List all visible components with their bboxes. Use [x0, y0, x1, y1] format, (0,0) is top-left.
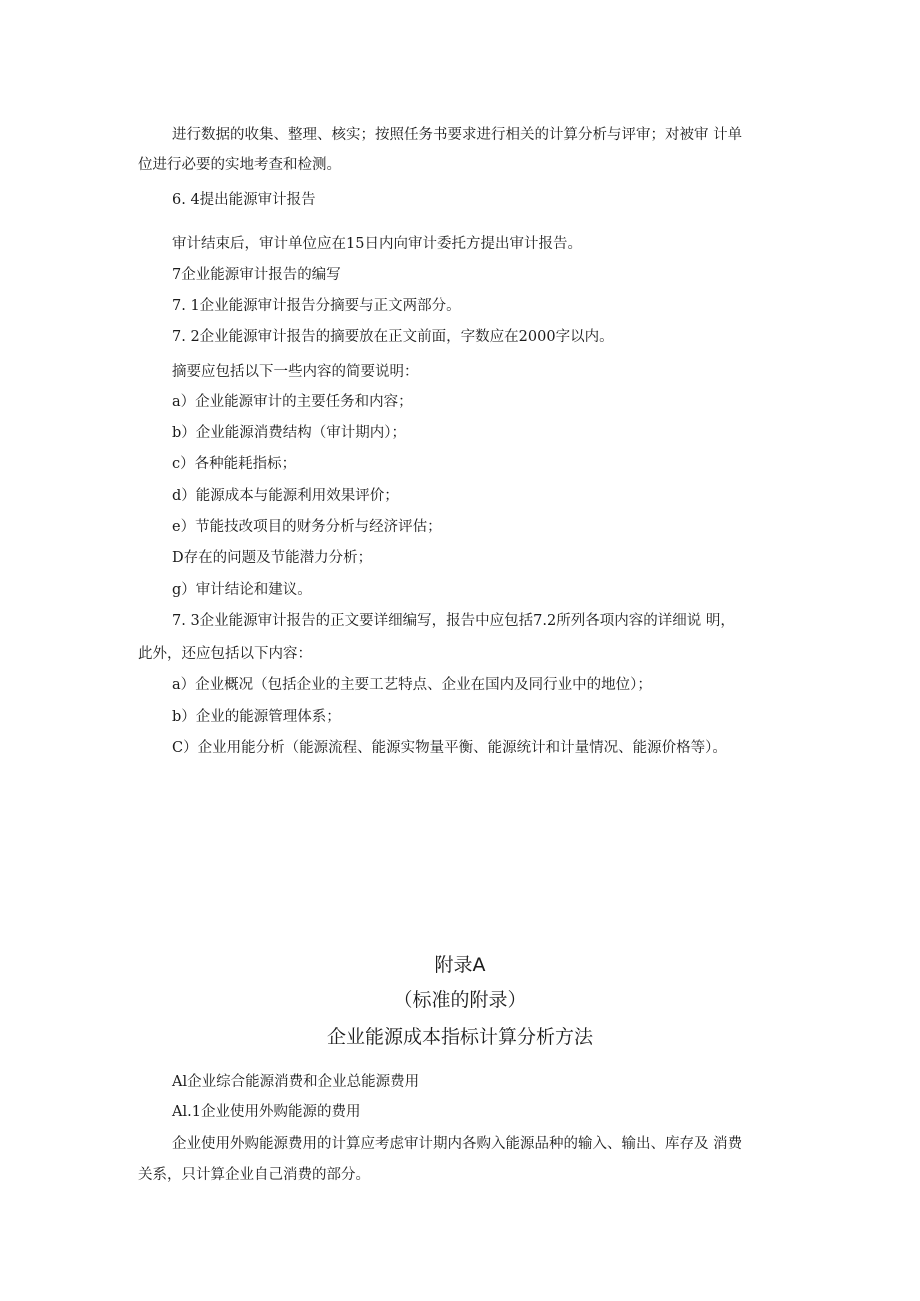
list-item: b）企业的能源管理体系；	[172, 709, 341, 725]
summary-intro: 摘要应包括以下一些内容的简要说明：	[172, 364, 419, 380]
list-item: a）企业能源审计的主要任务和内容；	[172, 394, 413, 410]
list-item: g）审计结论和建议。	[172, 582, 312, 598]
list-item: a）企业概况（包括企业的主要工艺特点、企业在国内及同行业中的地位）；	[172, 677, 652, 693]
appendix-heading-a1: Al企业综合能源消费和企业总能源费用	[172, 1074, 420, 1090]
list-item: d）能源成本与能源利用效果评价；	[172, 488, 399, 504]
list-item: C）企业用能分析（能源流程、能源实物量平衡、能源统计和计量情况、能源价格等）。	[172, 740, 727, 756]
appendix-heading-a1-1: Al.1企业使用外购能源的费用	[172, 1104, 361, 1120]
paragraph-line: 位进行必要的实地考查和检测。	[138, 157, 341, 173]
appendix-title: 企业能源成本指标计算分析方法	[326, 1026, 593, 1048]
paragraph-line: 此外，还应包括以下内容：	[138, 646, 312, 662]
clause-7-3: 7. 3企业能源审计报告的正文要详细编写，报告中应包括7.2所列各项内容的详细说 明，	[172, 613, 735, 629]
clause-7-2: 7. 2企业能源审计报告的摘要放在正文前面，字数应在2000字以内。	[172, 329, 614, 345]
list-item: e）节能技改项目的财务分析与经济评估；	[172, 519, 442, 535]
list-item: D存在的问题及节能潜力分析；	[172, 550, 373, 566]
section-heading-6-4: 6. 4提出能源审计报告	[172, 192, 316, 208]
list-item: b）企业能源消费结构（审计期内）；	[172, 425, 407, 441]
appendix-label: 附录A	[434, 954, 486, 976]
paragraph-line: 企业使用外购能源费用的计算应考虑审计期内各购入能源品种的输入、输出、库存及 消费	[172, 1136, 743, 1152]
clause-7-1: 7. 1企业能源审计报告分摘要与正文两部分。	[172, 298, 461, 314]
section-heading-7: 7企业能源审计报告的编写	[172, 267, 341, 283]
paragraph-line: 进行数据的收集、整理、核实；按照任务书要求进行相关的计算分析与评审；对被审 计单	[172, 127, 743, 143]
paragraph-line: 审计结束后，审计单位应在15日内向审计委托方提出审计报告。	[172, 236, 582, 252]
list-item: c）各种能耗指标；	[172, 456, 297, 472]
paragraph-line: 关系，只计算企业自己消费的部分。	[138, 1167, 370, 1183]
appendix-type: （标准的附录）	[393, 989, 527, 1011]
